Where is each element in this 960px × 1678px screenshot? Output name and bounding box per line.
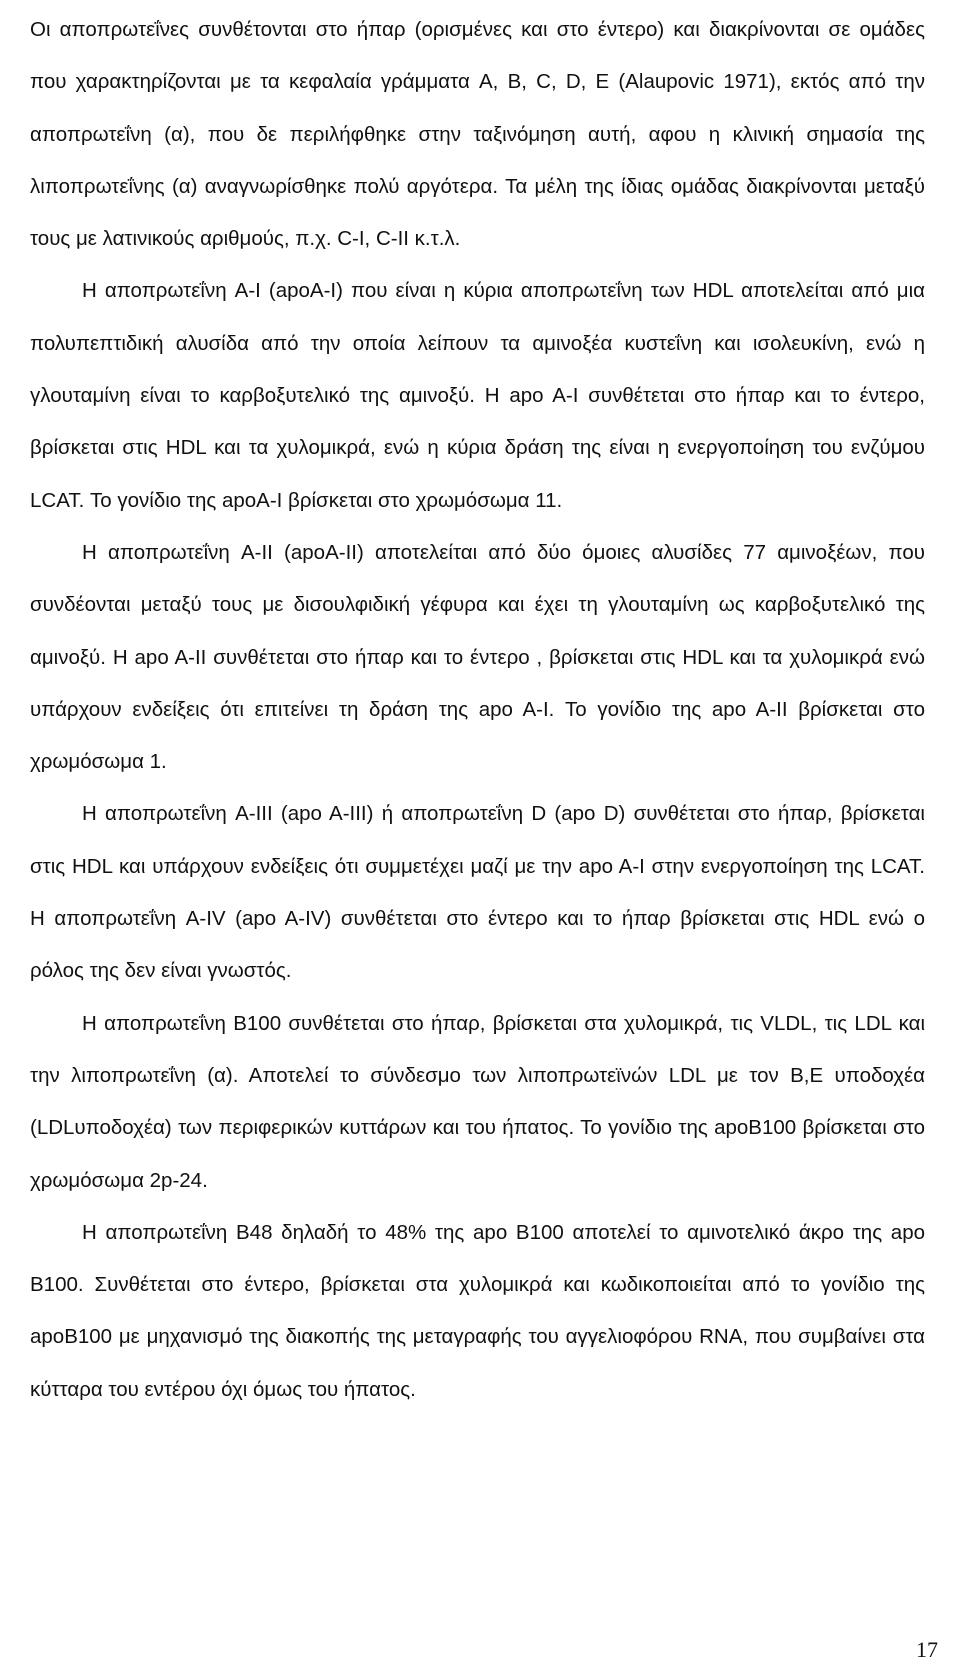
paragraph-apoa-ii: Η αποπρωτεΐνη A-II (apoA-II) αποτελείται από δύο όμοιες αλυσίδες 77 αμινοξέων, που συνδέονται μεταξύ τους με δισουλφιδική γέφυρα και έχει τη γλουταμίνη ως καρβοξυτελικό της αμινοξύ. Η apo A-II συνθέτεται στο ήπαρ και το έντερο , βρίσκεται στις HDL και τα χυλομικρά ενώ υπάρχουν ενδείξεις ότι επιτείνει τη δράση της apo A-I. Το γονίδιο της apo A-II βρίσκεται στο χρωμόσωμα 1. (30, 540, 925, 774)
paragraph-apoa-iii-iv: Η αποπρωτεΐνη A-III (apo A-III) ή αποπρωτεΐνη D (apo D) συνθέτεται στο ήπαρ, βρίσκεται στις HDL και υπάρχουν ενδείξεις ότι συμμετέχει μαζί με την apo A-I στην ενεργοποίηση της LCAT. Η αποπρωτεΐνη A-IV (apo A-IV) συνθέτεται στο έντερο και το ήπαρ βρίσκεται στις HDL ενώ ο ρόλος της δεν είναι γνωστός. (30, 802, 925, 983)
paragraph-apob48: Η αποπρωτεΐνη B48 δηλαδή το 48% της apo B100 αποτελεί το αμινοτελικό άκρο της apo B100. Συνθέτεται στο έντερο, βρίσκεται στα χυλομικρά και κωδικοποιείται από το γονίδιο της apoB100 με μηχανισμό της διακοπής της μεταγραφής του αγγελιοφόρου RNA, που συμβαίνει στα κύτταρα του εντέρου όχι όμως του ήπατος. (30, 1220, 925, 1401)
paragraph-apoprotein-classes: Οι αποπρωτεΐνες συνθέτονται στο ήπαρ (ορισμένες και στο έντερο) και διακρίνονται σε ομάδες που χαρακτηρίζονται με τα κεφαλαία γράμματα A, B, C, D, E (Alaupovic 1971), εκτός από την αποπρωτεΐνη (α), που δε περιλήφθηκε στην ταξινόμηση αυτή, αφου η κλινική σημασία της λιποπρωτεΐνης (α) αναγνωρίσθηκε πολύ αργότερα. Τα μέλη της ίδιας ομάδας διακρίνονται μεταξύ τους με λατινικούς αριθμούς, π.χ. C-I, C-II κ.τ.λ. (30, 18, 925, 251)
page-number: 17 (916, 1637, 938, 1662)
paragraph-apoa-i: Η αποπρωτεΐνη A-I (apoA-I) που είναι η κύρια αποπρωτεΐνη των HDL αποτελείται από μια πολυπεπτιδική αλυσίδα από την οποία λείπουν τα αμινοξέα κυστεΐνη και ισολευκίνη, ενώ η γλουταμίνη είναι το καρβοξυτελικό της αμινοξύ. Η apo A-I συνθέτεται στο ήπαρ και το έντερο, βρίσκεται στις HDL και τα χυλομικρά, ενώ η κύρια δράση της είναι η ενεργοποίηση του ενζύμου LCAT. Το γονίδιο της apoA-I βρίσκεται στο χρωμόσωμα 11. (30, 279, 925, 512)
document-body (30, 4, 925, 1416)
paragraph-apob100: Η αποπρωτεΐνη B100 συνθέτεται στο ήπαρ, βρίσκεται στα χυλομικρά, τις VLDL, τις LDL και την λιποπρωτεΐνη (α). Αποτελεί το σύνδεσμο των λιποπρωτεϊνών LDL με τον B,E υποδοχέα (LDLυποδοχέα) των περιφερικών κυττάρων και του ήπατος. Το γονίδιο της apoB100 βρίσκεται στο χρωμόσωμα 2p-24. (30, 1011, 925, 1192)
